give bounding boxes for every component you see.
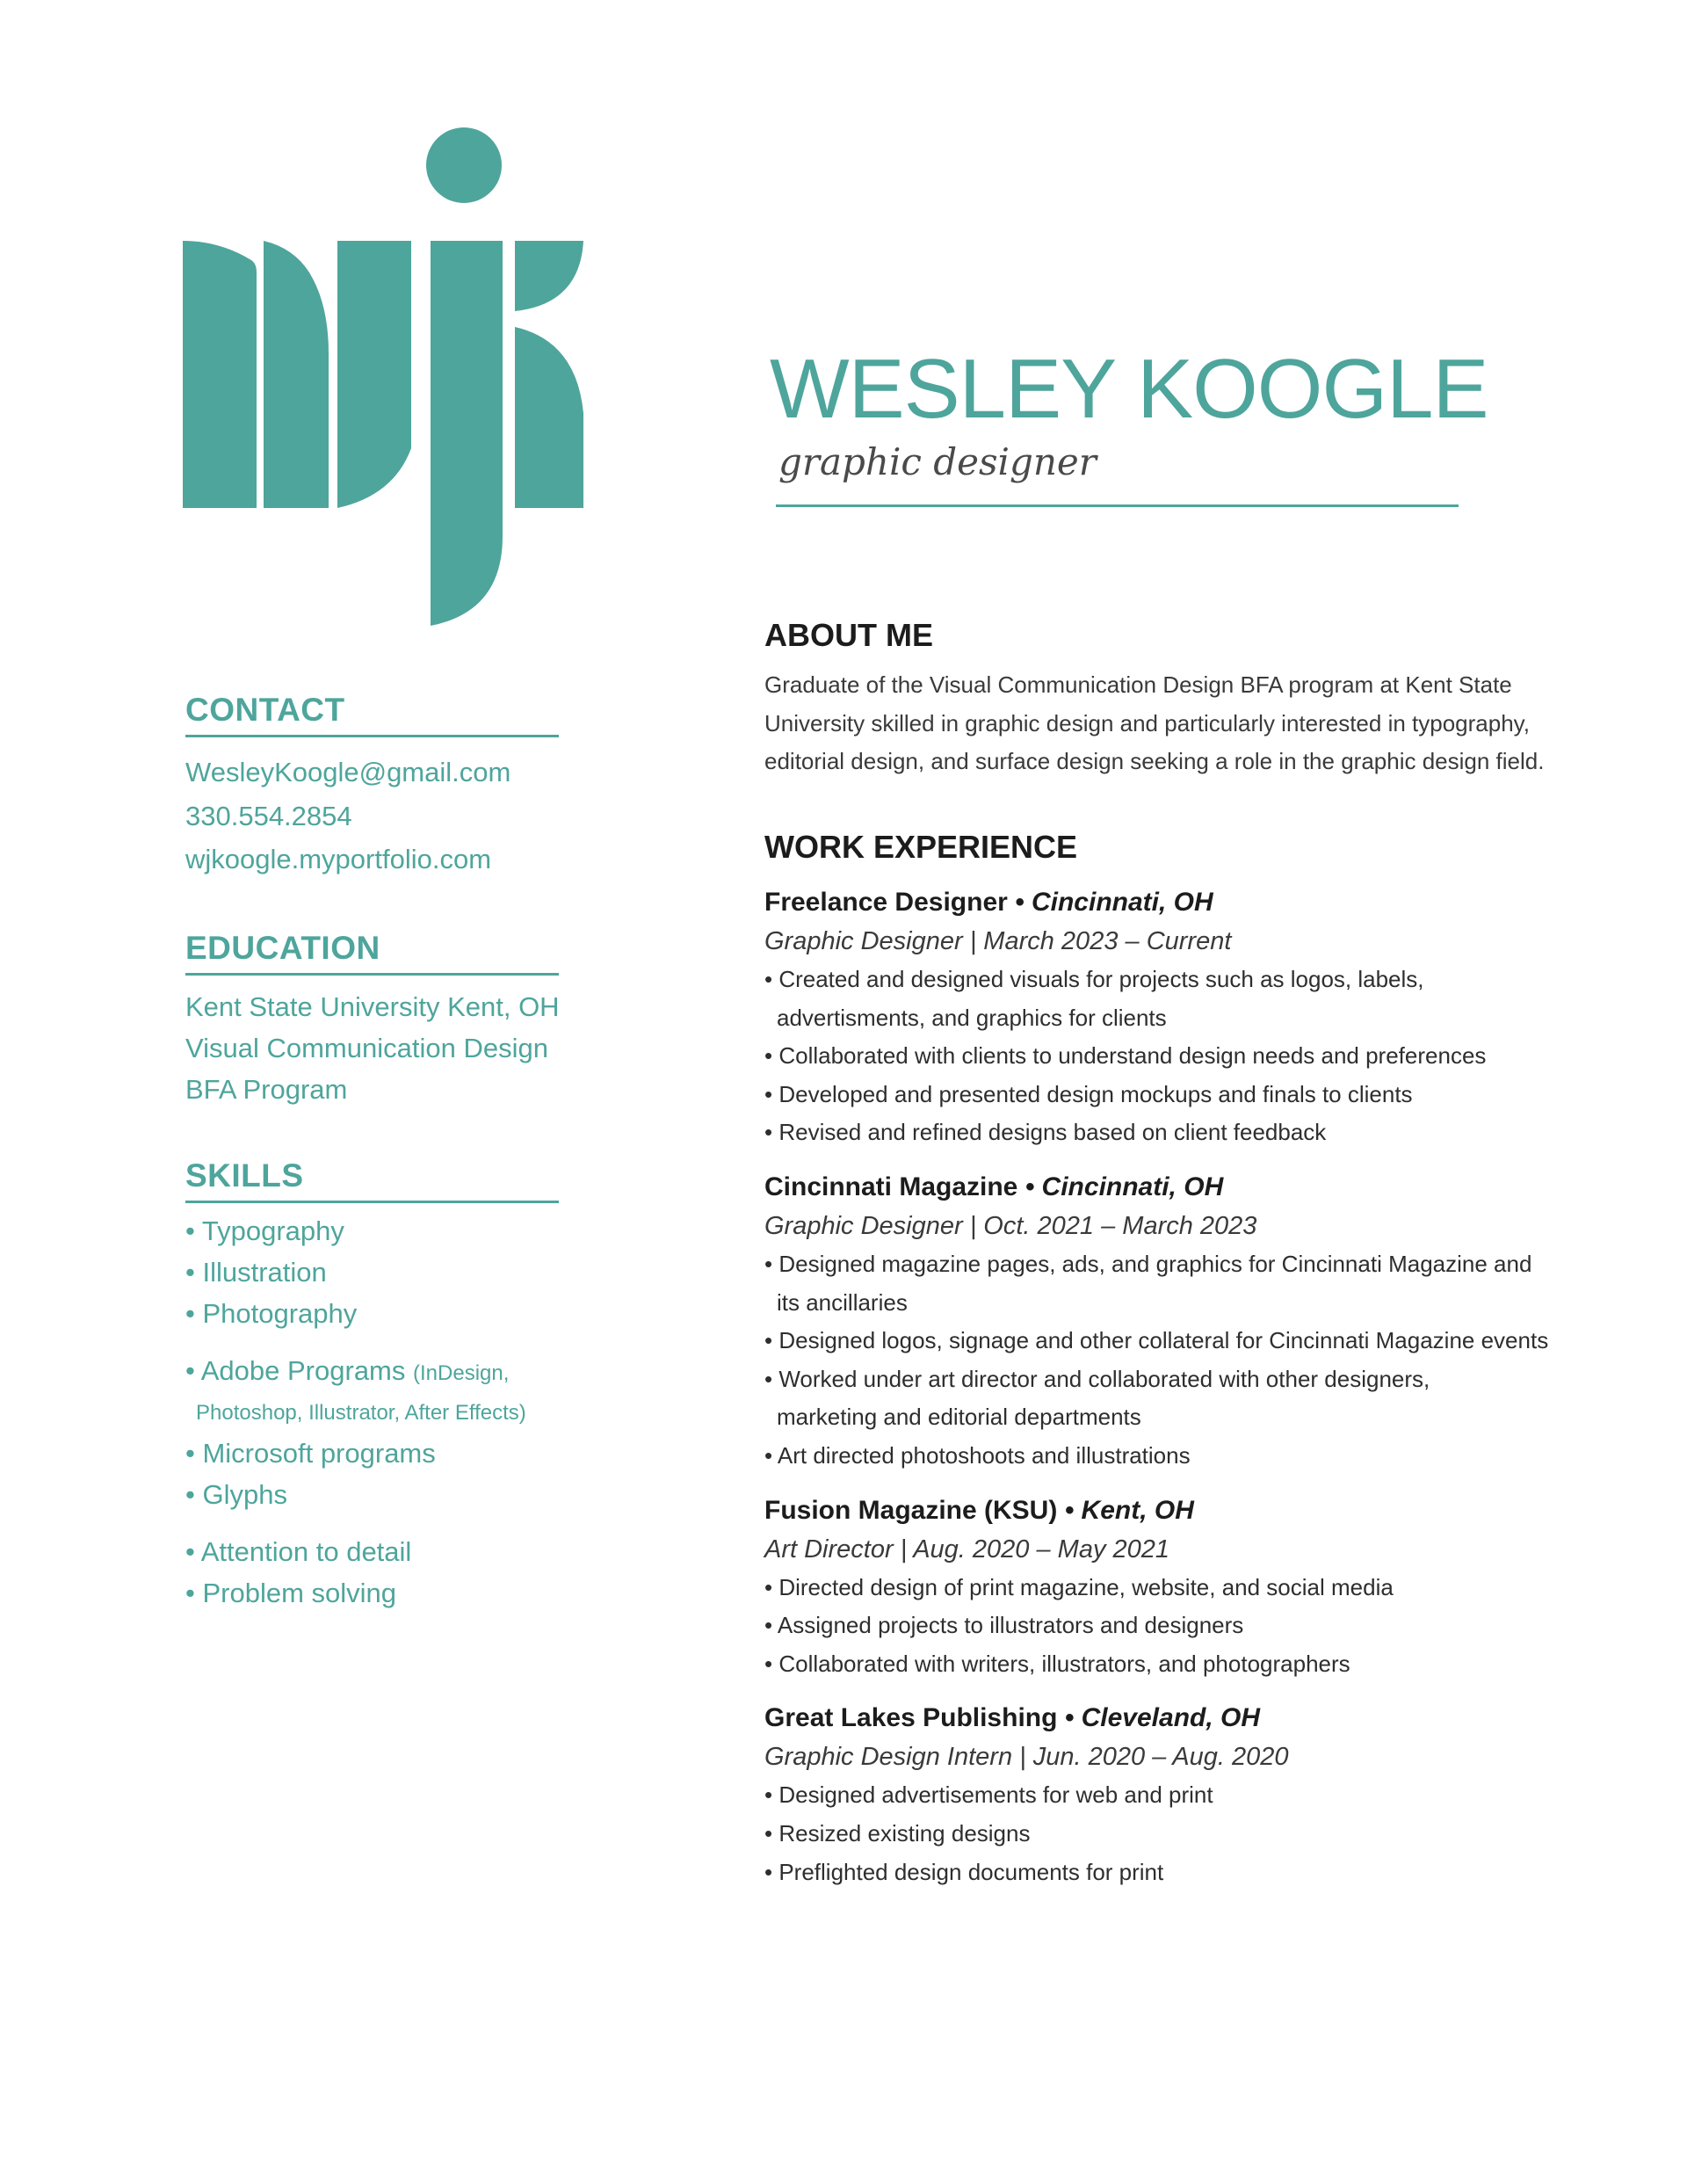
job-title bbox=[764, 883, 1555, 922]
job-role: Graphic Design Intern | Jun. 2020 – Aug. 2020 bbox=[764, 1743, 1289, 1772]
skill-item: • Photography bbox=[185, 1298, 358, 1329]
job-company: Cincinnati Magazine bbox=[764, 1172, 1018, 1201]
candidate-title: graphic designer bbox=[778, 440, 1097, 483]
work-section bbox=[764, 827, 1555, 1891]
about-line: Graduate of the Visual Communication Design BFA program at Kent State bbox=[764, 671, 1512, 698]
education-section bbox=[185, 929, 559, 1110]
contact-phone[interactable]: 330.554.2854 bbox=[185, 801, 352, 831]
job-bullet: • Revised and refined designs based on client feedback bbox=[764, 1119, 1327, 1146]
job-bullet: • Resized existing designs bbox=[764, 1819, 1031, 1847]
job-location: • Cincinnati, OH bbox=[1025, 1172, 1224, 1201]
skill-item: • Attention to detail bbox=[185, 1536, 412, 1567]
header-divider bbox=[776, 504, 1459, 507]
job-entry bbox=[764, 1491, 1555, 1684]
job-entry bbox=[764, 1168, 1555, 1476]
job-bullet: • Worked under art director and collaborated with other designers, bbox=[764, 1365, 1430, 1392]
education-program: Visual Communication Design bbox=[185, 1033, 548, 1063]
job-bullet: marketing and editorial departments bbox=[777, 1404, 1141, 1431]
skill-adobe-label: • Adobe Programs bbox=[185, 1355, 413, 1386]
job-bullet: • Designed advertisements for web and print bbox=[764, 1781, 1213, 1809]
skill-item: • Glyphs bbox=[185, 1479, 287, 1510]
contact-email[interactable]: WesleyKoogle@gmail.com bbox=[185, 757, 511, 787]
job-bullet: • Developed and presented design mockups and finals to clients bbox=[764, 1080, 1413, 1107]
about-line: editorial design, and surface design seeking a role in the graphic design field. bbox=[764, 748, 1545, 774]
job-bullet: • Designed magazine pages, ads, and graphics for Cincinnati Magazine and bbox=[764, 1250, 1532, 1277]
job-title bbox=[764, 1699, 1555, 1738]
about-heading: ABOUT ME bbox=[764, 617, 933, 653]
work-heading: WORK EXPERIENCE bbox=[764, 829, 1078, 865]
job-bullet: its ancillaries bbox=[777, 1288, 908, 1316]
job-location: • Kent, OH bbox=[1064, 1495, 1194, 1525]
education-school: Kent State University Kent, OH bbox=[185, 991, 560, 1022]
job-bullet: • Collaborated with writers, illustrators, and photographers bbox=[764, 1650, 1350, 1677]
contact-heading: CONTACT bbox=[185, 692, 345, 728]
about-paragraph bbox=[764, 666, 1555, 781]
skill-item: • Illustration bbox=[185, 1257, 327, 1288]
skills-section bbox=[185, 1157, 559, 1614]
contact-website[interactable]: wjkoogle.myportfolio.com bbox=[185, 844, 492, 874]
job-title bbox=[764, 1168, 1555, 1207]
job-title bbox=[764, 1491, 1555, 1530]
skill-item: • Problem solving bbox=[185, 1578, 397, 1608]
job-bullet: advertisments, and graphics for clients bbox=[777, 1004, 1167, 1031]
contact-divider bbox=[185, 735, 559, 737]
job-entry bbox=[764, 1699, 1555, 1891]
job-bullet: • Collaborated with clients to understand design needs and preferences bbox=[764, 1042, 1487, 1070]
about-section bbox=[764, 615, 1555, 781]
job-company: Freelance Designer bbox=[764, 888, 1008, 917]
education-degree: BFA Program bbox=[185, 1074, 348, 1105]
education-divider bbox=[185, 973, 559, 976]
job-bullet: • Directed design of print magazine, website, and social media bbox=[764, 1573, 1394, 1600]
job-bullet: • Art directed photoshoots and illustrations bbox=[764, 1441, 1191, 1469]
education-heading: EDUCATION bbox=[185, 930, 380, 966]
job-role: Graphic Designer | Oct. 2021 – March 2023 bbox=[764, 1211, 1257, 1240]
job-company: Fusion Magazine (KSU) bbox=[764, 1495, 1058, 1525]
skill-item: • Microsoft programs bbox=[185, 1438, 436, 1469]
job-role: Graphic Designer | March 2023 – Current bbox=[764, 927, 1232, 955]
candidate-name: WESLEY KOOGLE bbox=[770, 342, 1488, 436]
job-location: • Cleveland, OH bbox=[1064, 1703, 1261, 1733]
job-bullet: • Assigned projects to illustrators and designers bbox=[764, 1612, 1244, 1639]
skill-adobe-detail: (InDesign, bbox=[413, 1361, 510, 1385]
job-entry bbox=[764, 883, 1555, 1152]
contact-section bbox=[185, 691, 559, 880]
skills-heading: SKILLS bbox=[185, 1157, 304, 1194]
skill-item bbox=[185, 1350, 559, 1394]
skill-item: • Typography bbox=[185, 1215, 344, 1246]
job-location: • Cincinnati, OH bbox=[1015, 888, 1213, 917]
skills-divider bbox=[185, 1201, 559, 1203]
skill-adobe-detail-cont: Photoshop, Illustrator, After Effects) bbox=[196, 1401, 526, 1425]
job-bullet: • Created and designed visuals for projects such as logos, labels, bbox=[764, 966, 1424, 992]
job-role: Art Director | Aug. 2020 – May 2021 bbox=[764, 1535, 1170, 1564]
job-bullet: • Designed logos, signage and other collateral for Cincinnati Magazine events bbox=[764, 1327, 1549, 1354]
about-line: University skilled in graphic design and particularly interested in typography, bbox=[764, 709, 1530, 736]
job-bullet: • Preflighted design documents for print bbox=[764, 1858, 1164, 1885]
job-company: Great Lakes Publishing bbox=[764, 1703, 1058, 1733]
wjk-monogram-logo bbox=[183, 123, 583, 626]
